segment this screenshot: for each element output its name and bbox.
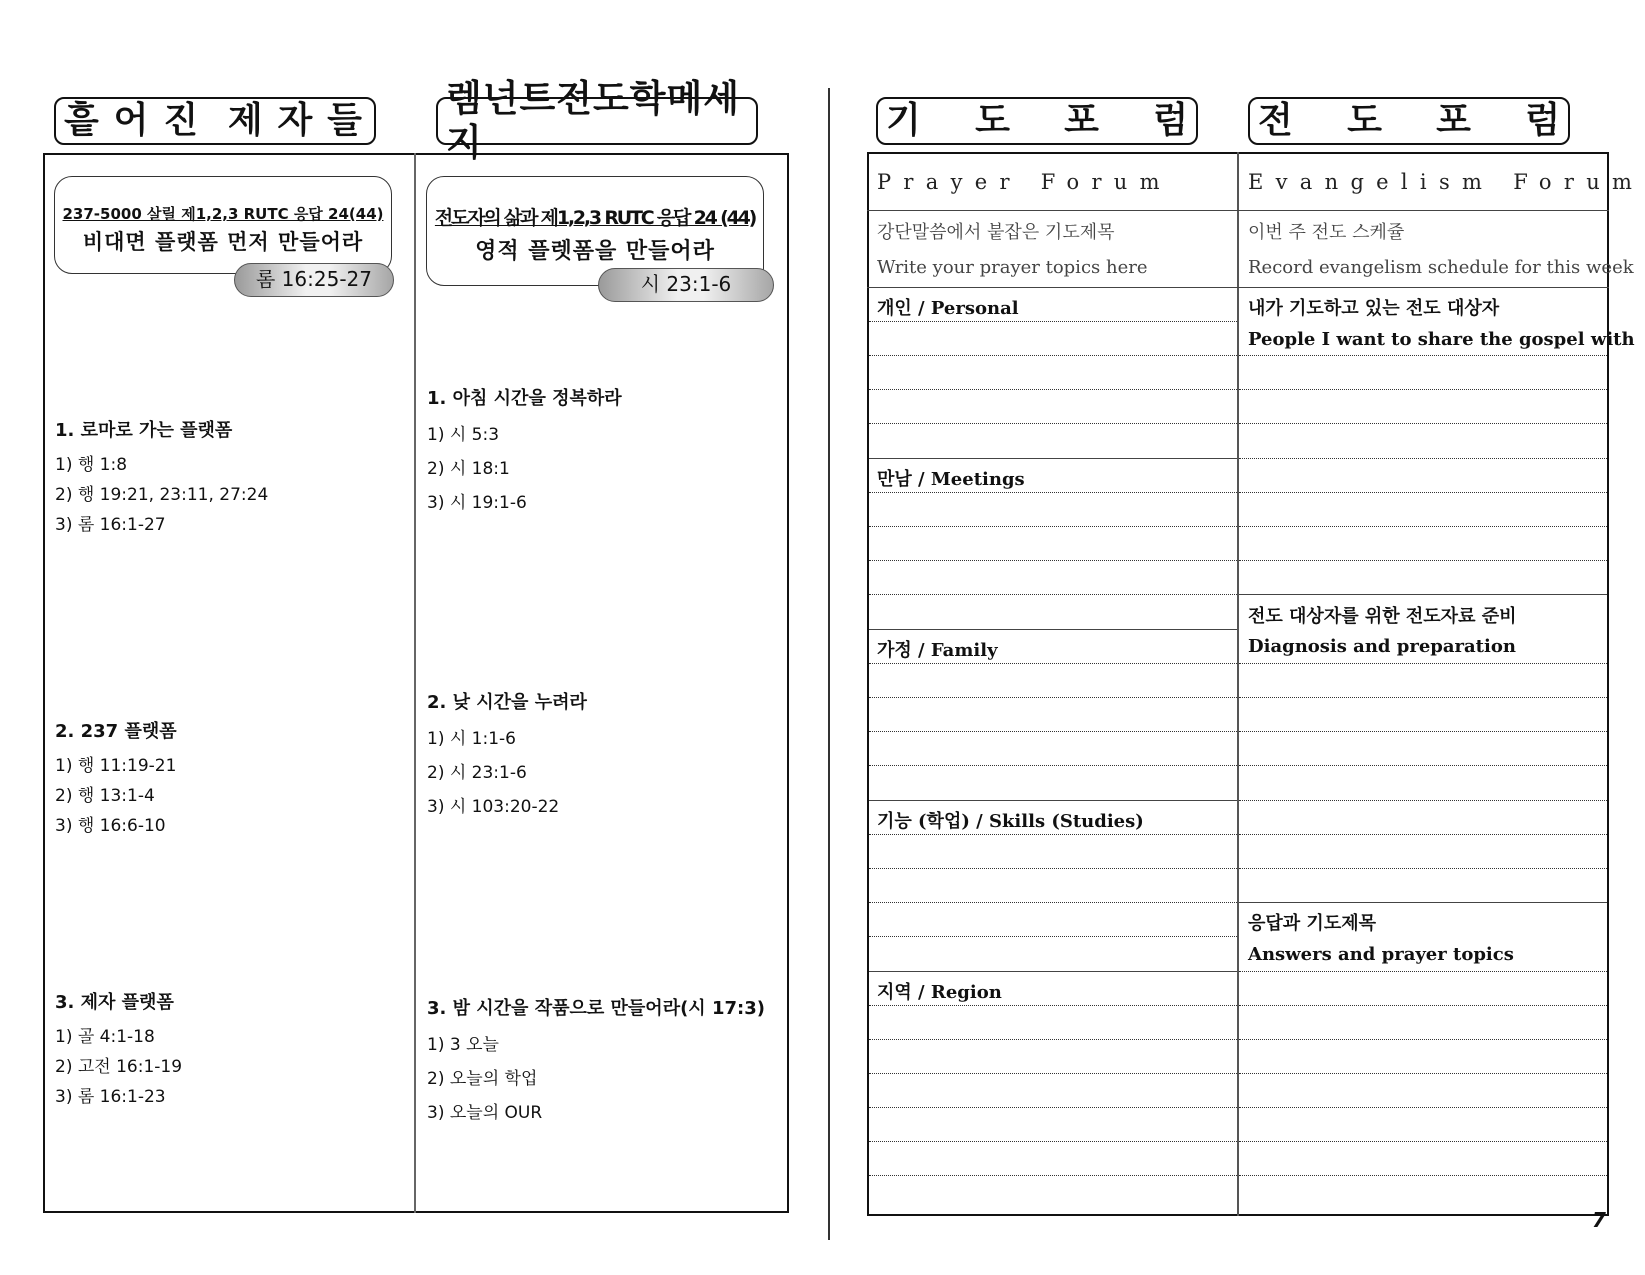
writing-line[interactable] xyxy=(1239,868,1607,869)
writing-line[interactable] xyxy=(1239,765,1607,766)
section-label-family: 가정 / Family xyxy=(877,640,998,661)
outline-section xyxy=(55,988,182,1112)
evangelism-forum-heading: Evangelism Forum xyxy=(1248,170,1645,194)
prayer-hint-korean: 강단말씀에서 붙잡은 기도제목 xyxy=(877,222,1115,243)
section-rule xyxy=(869,800,1237,801)
message-subtitle: 전도자의 삶과 제1,2,3 RUTC 응답 24 (44) xyxy=(434,207,756,229)
writing-line[interactable] xyxy=(1239,663,1607,664)
outline-item: 3) 시 103:20-22 xyxy=(427,797,560,817)
scripture-ref-badge: 시 23:1-6 xyxy=(598,268,774,302)
outline-item: 1) 행 1:8 xyxy=(55,455,128,475)
outline-section xyxy=(427,994,765,1130)
outline-item: 2) 시 23:1-6 xyxy=(427,763,527,783)
outline-section xyxy=(427,384,622,520)
writing-line[interactable] xyxy=(1239,458,1607,459)
writing-line[interactable] xyxy=(1239,800,1607,801)
scripture-ref-badge: 롬 16:25-27 xyxy=(234,263,394,297)
writing-line[interactable] xyxy=(1239,834,1607,835)
outline-item: 3) 오늘의 OUR xyxy=(427,1103,543,1123)
section-rule xyxy=(869,458,1237,459)
writing-line[interactable] xyxy=(869,423,1237,424)
prayer-forum-heading: Prayer Forum xyxy=(877,170,1172,194)
writing-line[interactable] xyxy=(1239,1141,1607,1142)
writing-line[interactable] xyxy=(869,1175,1237,1176)
writing-line[interactable] xyxy=(869,697,1237,698)
section-label-meetings: 만남 / Meetings xyxy=(877,469,1025,490)
outline-item: 2) 행 13:1-4 xyxy=(55,786,155,806)
section-heading: 1. 아침 시간을 정복하라 xyxy=(427,388,622,409)
outline-item: 1) 3 오늘 xyxy=(427,1035,499,1055)
section-label-answers-english: Answers and prayer topics xyxy=(1248,944,1514,965)
outline-item: 1) 행 11:19-21 xyxy=(55,756,177,776)
writing-line[interactable] xyxy=(869,1005,1237,1006)
writing-line[interactable] xyxy=(1239,355,1607,356)
writing-line[interactable] xyxy=(869,1039,1237,1040)
outline-item: 2) 시 18:1 xyxy=(427,459,510,479)
page-divider xyxy=(828,88,830,1240)
writing-line[interactable] xyxy=(1239,697,1607,698)
outline-item: 3) 롬 16:1-23 xyxy=(55,1087,166,1107)
section-rule xyxy=(1239,594,1607,595)
outline-item: 2) 행 19:21, 23:11, 27:24 xyxy=(55,485,269,505)
title-char: 기 xyxy=(886,100,921,141)
section-label-region: 지역 / Region xyxy=(877,982,1002,1003)
evangelism-hint-korean: 이번 주 전도 스케쥴 xyxy=(1248,222,1405,243)
title-char: 도 xyxy=(1347,100,1382,141)
writing-line[interactable] xyxy=(869,492,1237,493)
section-heading: 2. 낮 시간을 누려라 xyxy=(427,692,587,713)
outline-item: 2) 오늘의 학업 xyxy=(427,1069,538,1089)
writing-line[interactable] xyxy=(869,321,1237,322)
writing-line[interactable] xyxy=(869,936,1237,937)
title-char: 포 xyxy=(1064,100,1099,141)
writing-line[interactable] xyxy=(1239,1073,1607,1074)
writing-line[interactable] xyxy=(869,902,1237,903)
outline-item: 3) 롬 16:1-27 xyxy=(55,515,166,535)
outline-item: 1) 시 1:1-6 xyxy=(427,729,516,749)
writing-line[interactable] xyxy=(869,663,1237,664)
section-label-answers-korean: 응답과 기도제목 xyxy=(1248,913,1376,934)
section-rule xyxy=(869,971,1237,972)
section-label-targets-english: People I want to share the gospel with xyxy=(1248,329,1635,350)
section-heading: 1. 로마로 가는 플랫폼 xyxy=(55,420,233,441)
writing-line[interactable] xyxy=(1239,731,1607,732)
writing-line[interactable] xyxy=(1239,423,1607,424)
writing-line[interactable] xyxy=(869,765,1237,766)
evangelism-hint-english: Record evangelism schedule for this week xyxy=(1248,257,1634,278)
title-evangelism-forum xyxy=(1248,97,1570,145)
writing-line[interactable] xyxy=(1239,526,1607,527)
section-rule xyxy=(869,629,1237,630)
writing-line[interactable] xyxy=(1239,1175,1607,1176)
title-char: 전 xyxy=(1258,100,1293,141)
forum-column-divider xyxy=(1237,152,1239,1216)
title-char: 포 xyxy=(1436,100,1471,141)
section-rule xyxy=(1239,902,1607,903)
page-number: 7 xyxy=(1592,1208,1606,1232)
section-heading: 2. 237 플랫폼 xyxy=(55,721,177,742)
writing-line[interactable] xyxy=(869,1107,1237,1108)
writing-line[interactable] xyxy=(869,594,1237,595)
writing-line[interactable] xyxy=(869,526,1237,527)
prayer-hint-english: Write your prayer topics here xyxy=(877,257,1148,278)
writing-line[interactable] xyxy=(869,560,1237,561)
writing-line[interactable] xyxy=(869,731,1237,732)
section-label-targets-korean: 내가 기도하고 있는 전도 대상자 xyxy=(1248,298,1500,319)
title-char: 도 xyxy=(975,100,1010,141)
writing-line[interactable] xyxy=(869,834,1237,835)
writing-line[interactable] xyxy=(1239,971,1607,972)
title-char: 진 xyxy=(163,100,199,141)
title-char: 럼 xyxy=(1525,100,1560,141)
writing-line[interactable] xyxy=(1239,1005,1607,1006)
section-label-skills: 기능 (학업) / Skills (Studies) xyxy=(877,811,1144,832)
section-heading: 3. 제자 플랫폼 xyxy=(55,992,174,1013)
writing-line[interactable] xyxy=(869,1141,1237,1142)
outline-section xyxy=(55,416,268,540)
message-title: 영적 플렛폼을 만들어라 xyxy=(475,239,715,264)
section-label-prep-korean: 전도 대상자를 위한 전도자료 준비 xyxy=(1248,606,1517,627)
writing-line[interactable] xyxy=(1239,1039,1607,1040)
writing-line[interactable] xyxy=(1239,1107,1607,1108)
outline-item: 2) 고전 16:1-19 xyxy=(55,1057,183,1077)
writing-line[interactable] xyxy=(1239,560,1607,561)
header-rule xyxy=(867,287,1609,288)
title-char: 흩 xyxy=(64,100,99,141)
outline-item: 1) 골 4:1-18 xyxy=(55,1027,155,1047)
outline-item: 1) 시 5:3 xyxy=(427,425,500,445)
title-scattered-disciples xyxy=(54,97,376,145)
title-char: 어 xyxy=(113,100,149,141)
writing-line[interactable] xyxy=(869,868,1237,869)
title-char: 제 xyxy=(227,100,263,141)
title-char: 자 xyxy=(277,100,313,141)
section-label-prep-english: Diagnosis and preparation xyxy=(1248,636,1516,657)
title-char: 들 xyxy=(327,100,362,141)
left-column-divider xyxy=(414,153,416,1213)
writing-line[interactable] xyxy=(869,389,1237,390)
title-remnant-message xyxy=(436,77,758,164)
message-subtitle: 237-5000 살릴 제1,2,3 RUTC 응답 24(44) xyxy=(62,205,384,223)
section-label-personal: 개인 / Personal xyxy=(877,298,1019,319)
writing-line[interactable] xyxy=(1239,389,1607,390)
writing-line[interactable] xyxy=(869,355,1237,356)
writing-line[interactable] xyxy=(869,1073,1237,1074)
title-text: 렘넌트전도학메세지 xyxy=(446,77,740,164)
outline-item: 3) 시 19:1-6 xyxy=(427,493,527,513)
message-box-1 xyxy=(54,176,392,274)
outline-section xyxy=(427,688,587,824)
outline-section xyxy=(55,717,177,841)
outline-item: 3) 행 16:6-10 xyxy=(55,816,166,836)
title-prayer-forum xyxy=(876,97,1198,145)
header-rule xyxy=(867,210,1609,211)
title-char: 럼 xyxy=(1153,100,1188,141)
section-heading: 3. 밤 시간을 작품으로 만들어라(시 17:3) xyxy=(427,998,765,1019)
message-title: 비대면 플랫폼 먼저 만들어라 xyxy=(82,230,364,254)
writing-line[interactable] xyxy=(1239,492,1607,493)
